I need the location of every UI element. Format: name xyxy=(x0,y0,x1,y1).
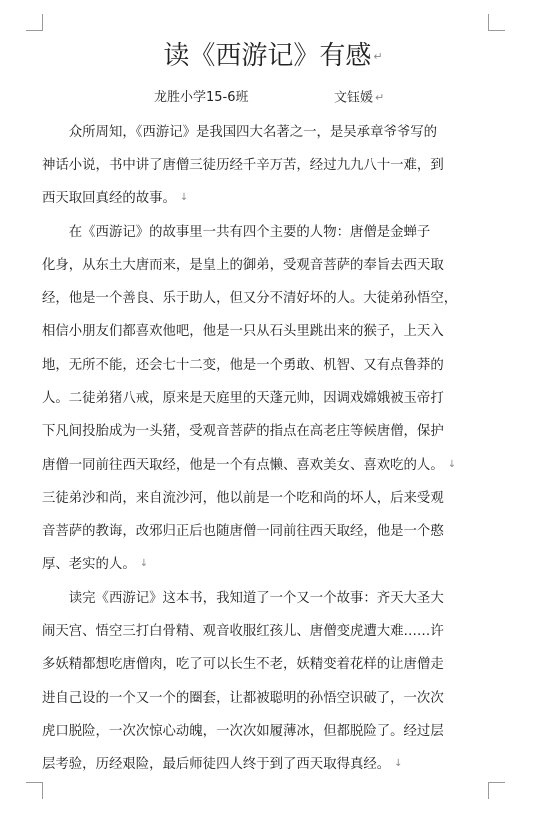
text-line xyxy=(42,654,448,675)
line-break-mark-icon: ↓ xyxy=(179,192,189,203)
crop-mark-top-right xyxy=(488,14,505,31)
line-text: 经，他是一个善良、乐于助人，但又分不清好坏的人。大徒弟孙悟空， xyxy=(42,291,458,306)
line-text: 化身，从东土大唐而来，是皇上的御弟，受观音菩萨的奉旨去西天取 xyxy=(42,258,444,273)
line-text: 唐僧一同前往西天取经，他是一个有点懒、喜欢美女、喜欢吃的人。 xyxy=(42,458,444,473)
line-text: 多妖精都想吃唐僧肉，吃了可以长生不老，妖精变着花样的让唐僧走 xyxy=(42,657,444,672)
author-text: 文钰媛 xyxy=(334,90,374,106)
line-text: 西天取回真经的故事。 xyxy=(42,191,176,206)
text-line xyxy=(42,288,461,309)
text-line xyxy=(42,488,448,509)
line-text: 厚、老实的人。 xyxy=(42,557,136,572)
title-text: 读《西游记》有感 xyxy=(163,41,372,71)
text-line xyxy=(42,222,434,243)
line-text: 在《西游记》的故事里一共有四个主要的人物：唐僧是金蝉子 xyxy=(42,225,431,240)
line-text: 众所周知，《西游记》是我国四大名著之一，是吴承章爷爷写的 xyxy=(42,125,438,140)
text-line xyxy=(42,388,448,409)
line-text: 三徒弟沙和尚，来自流沙河，他以前是一个吃和尚的坏人，后来受观 xyxy=(42,491,444,506)
line-text: 层考验，历经艰险，最后师徒四人终于到了西天取得真经。 xyxy=(42,757,391,772)
line-text: 闹天宫、悟空三打白骨精、观音收服红孩儿、唐僧变虎遭大难……许 xyxy=(42,624,444,639)
text-line xyxy=(42,554,148,575)
crop-mark-bottom-left xyxy=(26,782,43,799)
text-line xyxy=(42,754,403,775)
text-line xyxy=(42,721,448,742)
text-line xyxy=(42,321,448,342)
text-line xyxy=(42,155,448,176)
author-name xyxy=(334,88,384,109)
text-line xyxy=(42,455,456,476)
text-line xyxy=(42,621,448,642)
text-line xyxy=(42,255,448,276)
line-text: 读完《西游记》这本书，我知道了一个又一个故事：齐天大圣大 xyxy=(42,591,444,606)
text-line xyxy=(42,521,448,542)
line-text: 人。二徒弟猪八戒，原来是天庭里的天蓬元帅，因调戏嫦娥被玉帝打 xyxy=(42,391,444,406)
text-line xyxy=(42,188,188,209)
crop-mark-bottom-right xyxy=(488,782,505,799)
line-text: 神话小说，书中讲了唐僧三徒历经千辛万苦，经过九九八十一难，到 xyxy=(42,158,444,173)
line-break-mark-icon: ↓ xyxy=(394,758,403,769)
text-line xyxy=(42,421,448,442)
text-line xyxy=(42,688,448,709)
line-text: 虎口脱险，一次次惊心动魄，一次次如履薄冰，但都脱险了。经过层 xyxy=(42,724,444,739)
school-class-label: 龙胜小学15-6班 xyxy=(154,90,249,105)
crop-mark-top-left xyxy=(26,14,43,31)
document-title xyxy=(0,38,546,75)
line-text: 相信小朋友们都喜欢他吧，他是一只从石头里跳出来的猴子，上天入 xyxy=(42,324,444,339)
paragraph-mark-icon: ↵ xyxy=(373,49,383,63)
line-text: 下凡间投胎成为一头猪，受观音菩萨的指点在高老庄等候唐僧，保护 xyxy=(42,424,444,439)
paragraph-mark-icon: ↵ xyxy=(375,91,385,104)
text-line xyxy=(42,355,448,376)
line-text: 进自己设的一个又一个的圈套，让都被聪明的孙悟空识破了，一次次 xyxy=(42,691,444,706)
line-text: 地，无所不能，还会七十二变，他是一个勇敢、机智、又有点鲁莽的 xyxy=(42,358,444,373)
line-break-mark-icon: ↓ xyxy=(139,558,149,569)
line-text: 音菩萨的教诲，改邪归正后也随唐僧一同前往西天取经，他是一个憨 xyxy=(42,524,444,539)
line-break-mark-icon: ↓ xyxy=(447,459,457,470)
text-line xyxy=(42,588,448,609)
text-line xyxy=(42,122,441,143)
